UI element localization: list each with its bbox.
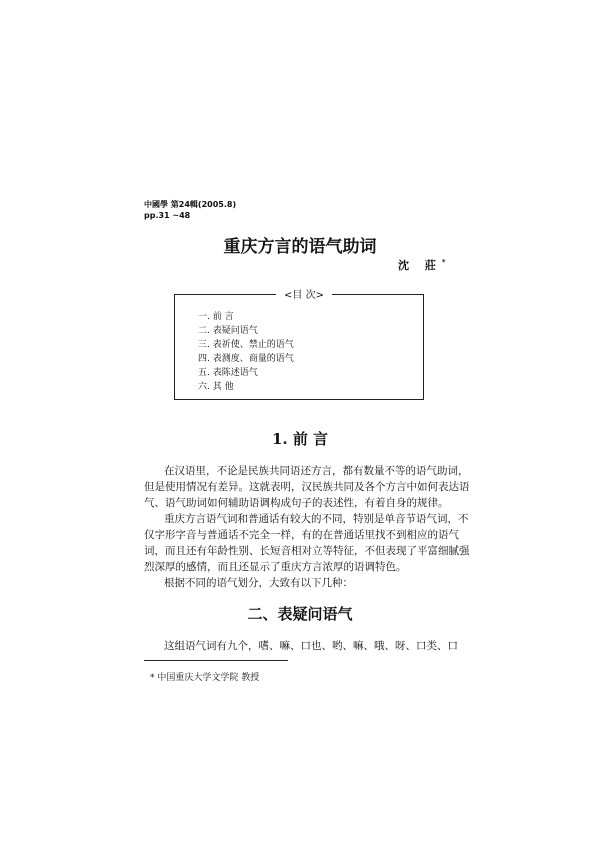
footnote: * 中国重庆大学文学院 教授 [150,673,260,683]
toc-list [198,310,294,394]
toc-item: 一. 前 言 [198,312,234,322]
footnote-divider [144,660,288,661]
toc-item: 三. 表祈使、禁止的语气 [198,340,294,350]
article-title: 重庆方言的语气助词 [223,237,377,257]
body-line: 仅字形字音与普通话不完全一样，有的在普通话里找不到相应的语气 [144,529,459,541]
body-line: 在汉语里，不论是民族共同语还方言，都有数量不等的语气助词， [164,465,469,477]
body-line: 烈深厚的感情，而且还显示了重庆方言浓厚的语调特色。 [144,561,407,573]
body-line: 气、语气助词如何辅助语调构成句子的表述性，有着自身的规律。 [144,497,449,509]
body-line: 词，而且还有年龄性别、长短音相对立等特征，不但表现了平富细腻强 [144,545,470,557]
section-heading-questions: 二、表疑问语气 [247,605,353,623]
body-line: 这组语气词有九个，嗜、嘛、口也、哟、嘛、哦、呀、口类、口 [164,640,458,652]
section-heading-introduction: 1. 前 言 [271,430,329,448]
body-line: 重庆方言语气词和普通话有较大的不同，特别是单音节语气词，不 [164,513,469,525]
author [398,257,446,273]
toc-item: 六. 其 他 [198,382,234,392]
author-footnote-mark: * [441,257,446,267]
toc-item: 五. 表陈述语气 [198,368,258,378]
toc-heading: <目 次> [276,286,332,301]
toc-item: 二. 表疑问语气 [198,326,258,336]
body-line: 但是使用情况有差异。这就表明，汉民族共同及各个方言中如何表达语 [144,481,470,493]
author-name: 沈 莊 [398,259,442,272]
journal-citation: 中國學 第24輯(2005.8) [144,200,237,209]
body-line: 根据不同的语气划分，大致有以下几种： [164,577,353,589]
toc-item: 四. 表测度、商量的语气 [198,354,294,364]
page-range: pp.31 ~48 [144,211,191,220]
